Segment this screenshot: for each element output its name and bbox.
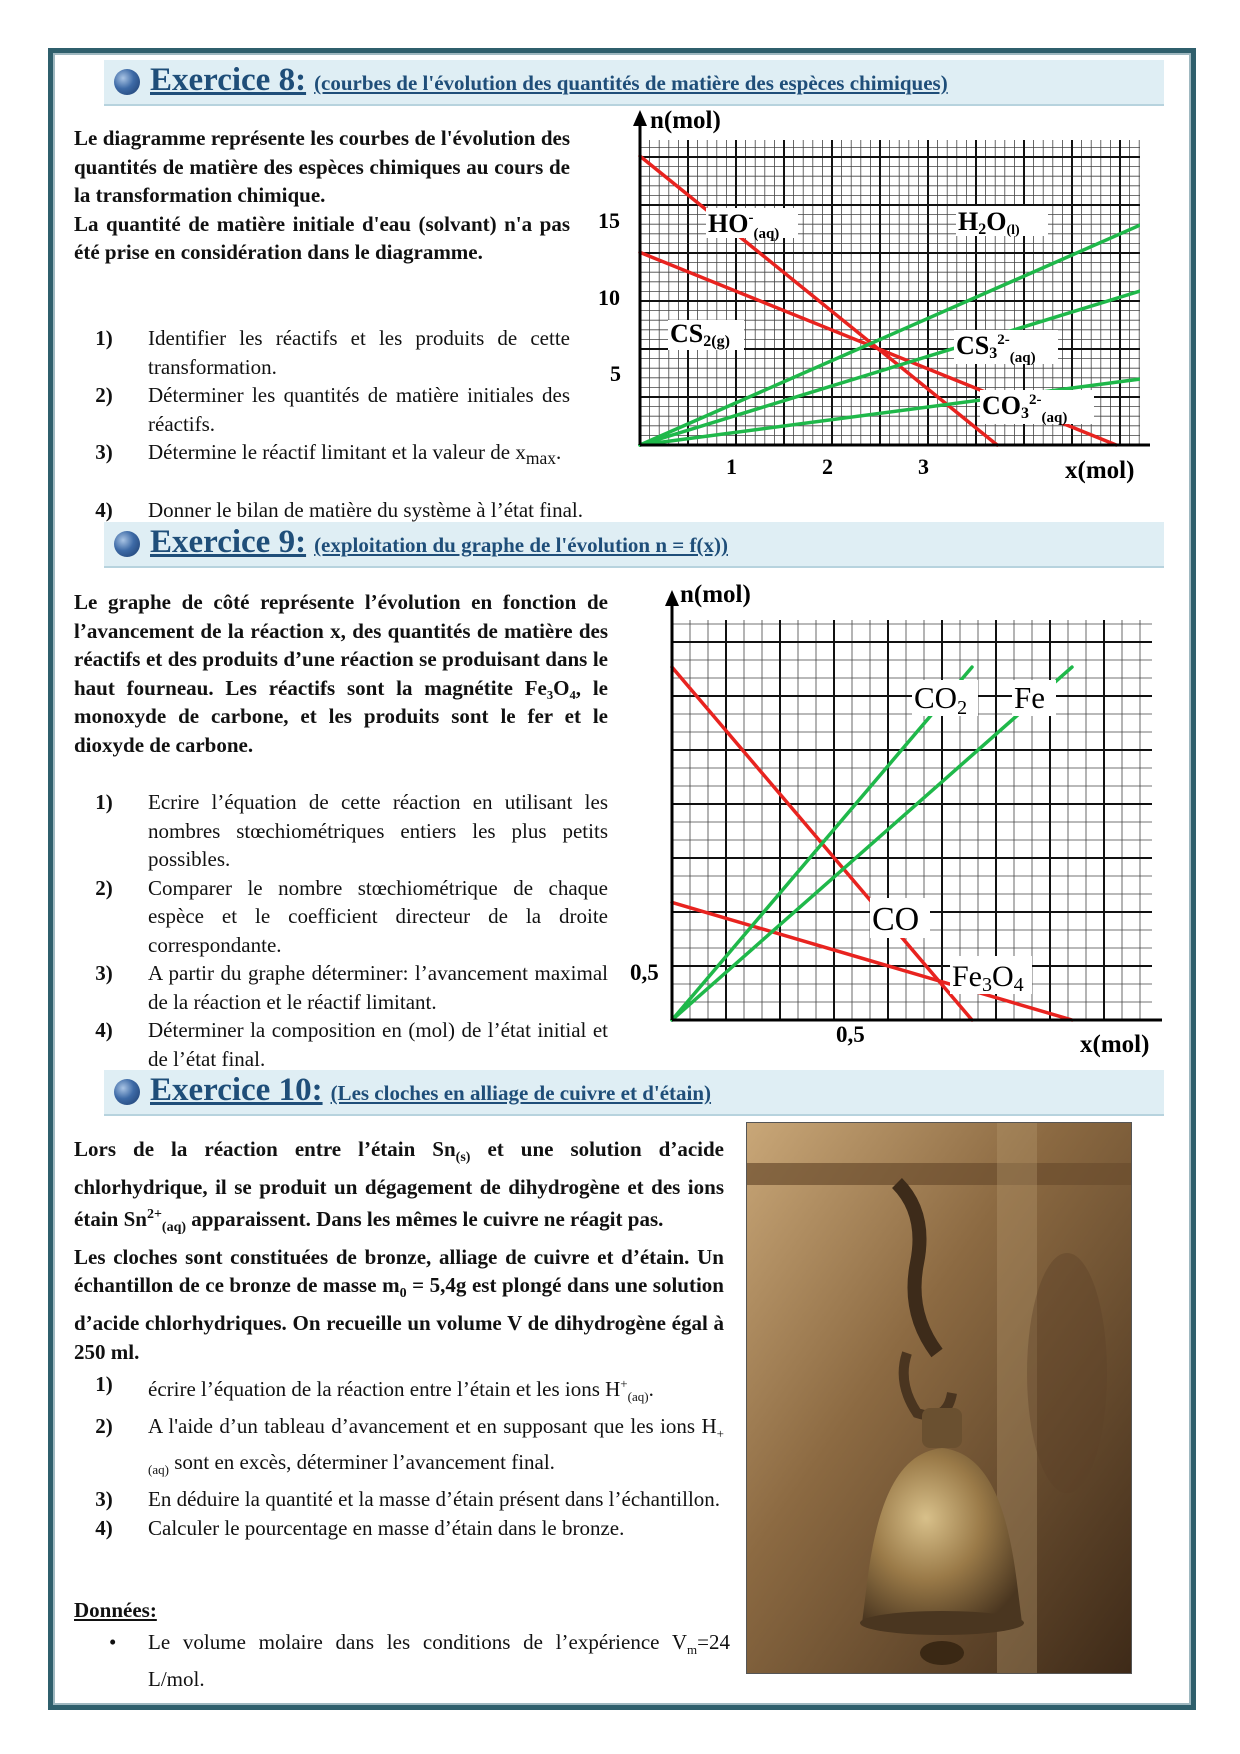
- y-tick-label: 15: [598, 208, 620, 233]
- question-item: 2 ) Déterminer les quantités de matière initiales des réactifs.: [74, 381, 570, 438]
- exercise-8-question-4: [74, 496, 774, 525]
- x-tick-label: 2: [822, 454, 833, 479]
- y-axis-arrow-icon: [633, 110, 647, 126]
- x-axis-label: x(mol): [1080, 1031, 1150, 1058]
- exercise-9-title: Exercice 9:: [150, 524, 307, 560]
- y-tick-label: 0,5: [630, 960, 659, 985]
- exercise-10-questions: [74, 1370, 724, 1542]
- exercise-9-subtitle: (exploitation du graphe de l'évolution n = f(x)): [314, 533, 728, 557]
- y-axis-label: n(mol): [650, 107, 721, 134]
- x-tick-label: 3: [918, 454, 929, 479]
- exercise-8-banner: [104, 60, 1164, 106]
- question-item: 1 ) écrire l’équation de la réaction entre l’étain et les ions $H^+_{(aq)}$.: [74, 1370, 724, 1412]
- series-label-co2: CO2: [914, 680, 968, 719]
- exercise-10-subtitle: (Les cloches en alliage de cuivre et d'étain): [330, 1081, 712, 1105]
- donnees-heading: Données:: [74, 1598, 157, 1622]
- question-item: 4 ) Calculer le pourcentage en masse d’étain dans le bronze.: [74, 1514, 724, 1543]
- question-item: 4 ) Déterminer la composition en (mol) de l’état initial et de l’état final.: [74, 1016, 608, 1073]
- donnees-item: • Le volume molaire dans les conditions de l’expérience $V_m=24$ L/mol.: [109, 1630, 730, 1691]
- exercise-8-intro: [74, 124, 570, 267]
- x-axis-label: x(mol): [1065, 457, 1135, 484]
- globe-bullet-icon: [114, 1079, 140, 1105]
- question-item: 2 ) A l'aide d’un tableau d’avancement et en supposant que les ions $H_{+(aq)}$ sont en excès, déterminer l’avancement final.: [74, 1412, 724, 1485]
- exercise-8-chart: [590, 107, 1170, 490]
- question-item: 3 ) A partir du graphe déterminer: l’avancement maximal de la réaction et le réactif limitant.: [74, 959, 608, 1016]
- globe-bullet-icon: [114, 531, 140, 557]
- series-label-ho: $HO^-_{(aq)}$: [708, 209, 780, 242]
- question-item: 1 ) Ecrire l’équation de cette réaction en utilisant les nombres stœchiométriques entiers les plus petits possibles.: [74, 788, 608, 874]
- exercise-10-banner: [104, 1070, 1164, 1116]
- x-tick-label: 1: [726, 454, 737, 479]
- y-tick-label: 10: [598, 285, 620, 310]
- bell-photo: [746, 1122, 1132, 1674]
- series-label-cs2: CS2(g): [670, 319, 730, 350]
- y-axis-arrow-icon: [665, 590, 679, 606]
- question-item: 1 ) Identifier les réactifs et les produits de cette transformation.: [74, 324, 570, 381]
- exercise-9-intro: Le graphe de côté représente l’évolution en fonction de l’avancement de la réaction x, des quantités de matière des réactifs et des produits d’une réaction se produisant dans le haut fourneau. Les réactifs sont la magnétite Fe₃O₄, le monoxyde de carbone, et les produits sont le fer et le dioxyde de carbone.: [74, 590, 608, 757]
- exercise-8-intro-line1: Le diagramme représente les courbes de l'évolution des quantités de matière des espèces chimiques au cours de la transformation chimique.: [74, 126, 570, 207]
- series-label-co: CO: [872, 901, 920, 938]
- series-label-cs3: $CS3^{2-}_{(aq)}$: [956, 331, 1036, 366]
- series-label-co3: $CO3^{2-}_{(aq)}$: [982, 391, 1068, 426]
- question-item: 2 ) Comparer le nombre stœchiométrique de chaque espèce et le coefficient directeur de la droite correspondante.: [74, 874, 608, 960]
- exercise-9-questions: [74, 788, 608, 1073]
- exercise-8-questions: [74, 324, 570, 473]
- exercise-8-title: Exercice 8:: [150, 62, 307, 98]
- globe-bullet-icon: [114, 69, 140, 95]
- y-tick-label: 5: [610, 361, 621, 386]
- exercise-8-intro-line2: La quantité de matière initiale d'eau (solvant) n'a pas été prise en considération dans le diagramme.: [74, 211, 570, 264]
- series-label-h2o: H2O(l): [958, 207, 1020, 238]
- exercise-9-chart: [620, 580, 1170, 1060]
- question-item: 3 ) En déduire la quantité et la masse d’étain présent dans l’échantillon.: [74, 1485, 724, 1514]
- exercise-10-intro: Lors de la réaction entre l’étain $Sn_{(s)}$ et une solution d’acide chlorhydrique, il se produit un dégagement de dihydrogène et des ions étain $Sn^{2+}_{(aq)}$ apparaissent. Dans les mêmes le cuivre ne réagit pas. Les cloches sont constituées de bronze, alliage de cuivre et d’étain. Un échantillon de ce bronze de masse $m_0 = 5,4g$ est plongé dans une solution d’acide chlorhydriques. On recueille un volume V de dihydrogène égal à 250 ml.: [74, 1137, 725, 1364]
- series-label-fe: Fe: [1014, 680, 1045, 715]
- y-axis-label: n(mol): [680, 581, 751, 608]
- question-item: 3 ) Détermine le réactif limitant et la valeur de $x_{max}$.: [74, 438, 570, 473]
- series-label-fe3o4: Fe3O4: [952, 960, 1024, 996]
- exercise-10-title: Exercice 10:: [150, 1072, 323, 1108]
- exercise-9-banner: [104, 522, 1164, 568]
- exercise-8-subtitle: (courbes de l'évolution des quantités de matière des espèces chimiques): [314, 71, 948, 95]
- question-item: 4 ) Donner le bilan de matière du système à l’état final.: [74, 496, 774, 525]
- x-tick-label: 0,5: [836, 1022, 865, 1047]
